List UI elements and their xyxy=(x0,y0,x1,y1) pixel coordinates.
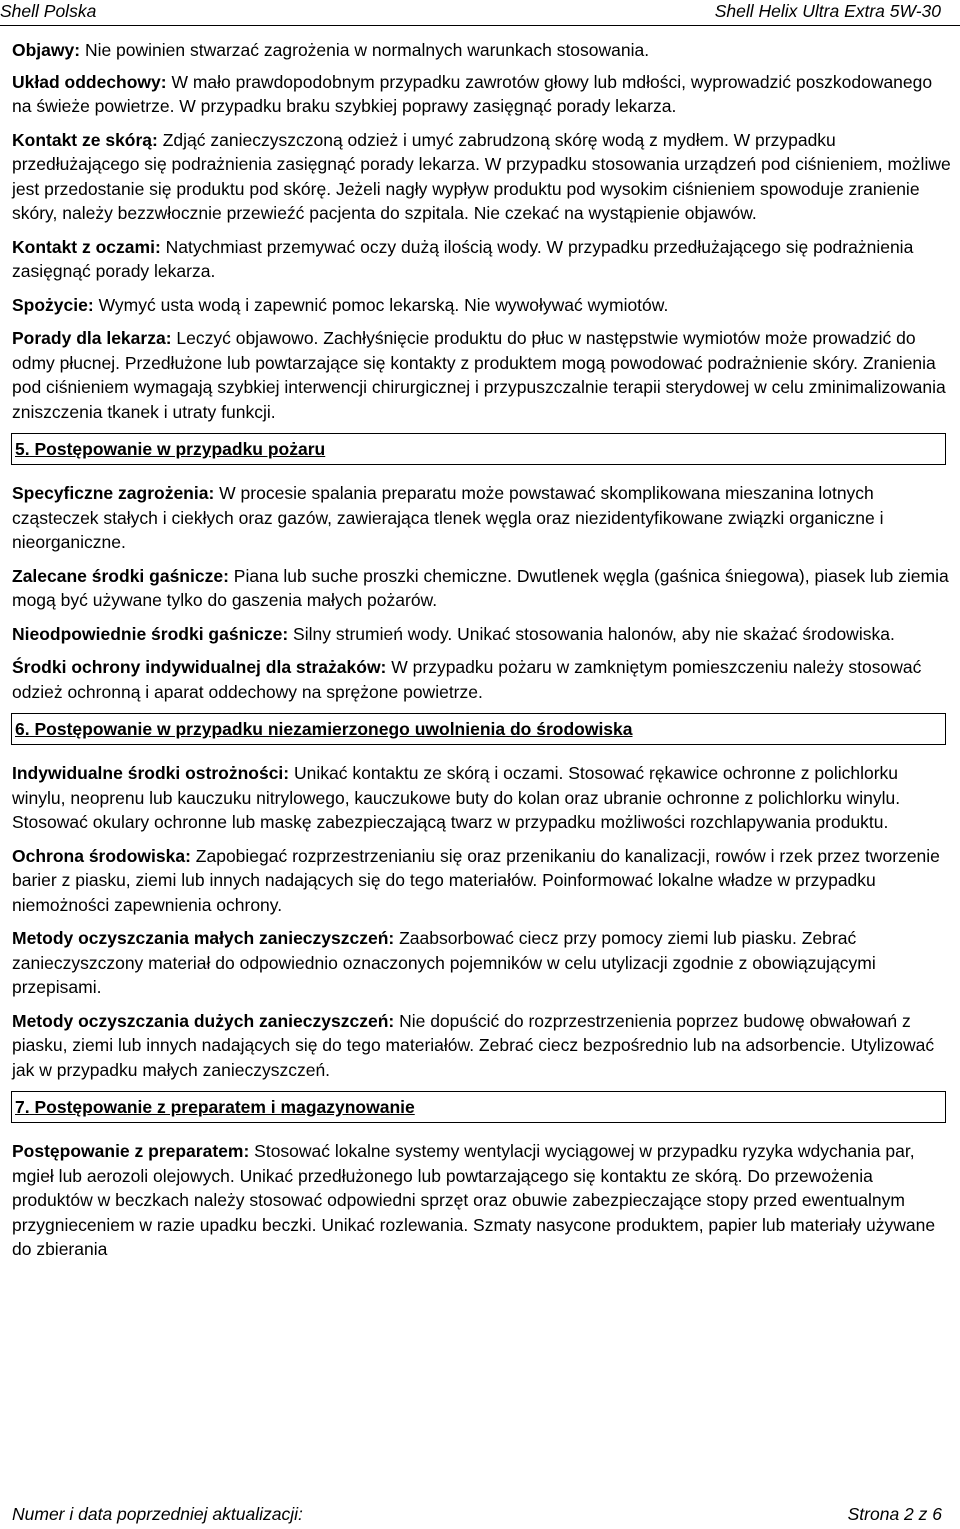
label-skin-contact: Kontakt ze skórą: xyxy=(12,129,158,150)
paragraph-skin-contact xyxy=(12,128,952,226)
revision-label: Numer i data poprzedniej aktualizacji: xyxy=(12,1504,303,1524)
text-large-spills: Nie dopuścić do rozprzestrzenienia poprzez budowę obwałowań z piasku, ziemi lub innych nadających się do tego materiałów. Zebrać ciecz bezpośrednio lub na adsorbencie. Utylizować jak w przypadku małych zanieczyszczeń. xyxy=(12,1010,935,1080)
label-firefighter-protection: Środki ochrony indywidualnej dla strażaków: xyxy=(12,657,387,677)
company-name: Shell Polska xyxy=(0,1,97,21)
label-specific-hazards: Specyficzne zagrożenia: xyxy=(12,483,215,503)
label-ingestion: Spożycie: xyxy=(12,294,94,315)
label-small-spills: Metody oczyszczania małych zanieczyszczeń: xyxy=(12,928,395,948)
label-large-spills: Metody oczyszczania dużych zanieczyszczeń: xyxy=(12,1010,395,1031)
section-6-number: 6. xyxy=(15,719,30,739)
section-5-number: 5. xyxy=(15,439,30,459)
section-6-title: Postępowanie w przypadku niezamierzonego uwolnienia do środowiska xyxy=(34,719,633,739)
text-extinguishing-media: Piana lub suche proszki chemiczne. Dwutlenek węgla (gaśnica śniegowa), piasek lub ziemia mogą być używane tylko do gaszenia małych pożarów. xyxy=(12,565,949,610)
paragraph-handling xyxy=(12,1139,952,1262)
label-eye-contact: Kontakt z oczami: xyxy=(12,236,161,257)
product-name: Shell Helix Ultra Extra 5W-30 xyxy=(714,1,941,21)
label-unsuitable-media: Nieodpowiednie środki gaśnicze: xyxy=(12,623,289,644)
paragraph-respiratory xyxy=(12,70,952,119)
page-header xyxy=(0,0,960,24)
text-ingestion: Wymyć usta wodą i zapewnić pomoc lekarską. Nie wywoływać wymiotów. xyxy=(93,294,669,315)
paragraph-small-spills xyxy=(12,926,952,1000)
label-doctor-advice: Porady dla lekarza: xyxy=(12,328,172,348)
text-personal-precautions: Unikać kontaktu ze skórą i oczami. Stosować rękawice ochronne z polichlorku winylu, neoprenu lub kauczuku nitrylowego, kauczukowe buty do kolan oraz ubranie ochronne z polichlorku winylu. Stosować okulary ochronne lub maskę zabezpieczającą twarz w przypadku możliwości rozchlapywania produktu. xyxy=(12,763,901,832)
label-symptoms: Objawy: xyxy=(12,40,81,60)
label-respiratory: Układ oddechowy: xyxy=(12,71,167,92)
text-firefighter-protection: W przypadku pożaru w zamkniętym pomieszczeniu należy stosować odzież ochronną i aparat oddechowy na sprężone powietrze. xyxy=(12,657,922,702)
text-unsuitable-media: Silny strumień wody. Unikać stosowania halonów, aby nie skażać środowiska. xyxy=(288,623,895,644)
label-handling: Postępowanie z preparatem: xyxy=(12,1141,250,1161)
section-5-title: Postępowanie w przypadku pożaru xyxy=(34,439,326,459)
paragraph-doctor-advice xyxy=(12,326,952,424)
text-respiratory: W mało prawdopodobnym przypadku zawrotów głowy lub mdłości, wyprowadzić poszkodowanego na świeże powietrze. W przypadku braku szybkiej poprawy zasięgnąć porady lekarza. xyxy=(12,71,933,116)
paragraph-symptoms xyxy=(12,38,952,63)
paragraph-environmental-protection xyxy=(12,844,952,918)
section-6-heading xyxy=(11,713,946,745)
text-symptoms: Nie powinien stwarzać zagrożenia w normalnych warunkach stosowania. xyxy=(80,40,650,60)
text-eye-contact: Natychmiast przemywać oczy dużą ilością wody. W przypadku przedłużającego się podrażnienia zasięgnąć porady lekarza. xyxy=(12,236,914,281)
section-7-heading xyxy=(11,1091,946,1123)
label-environmental-protection: Ochrona środowiska: xyxy=(12,845,191,866)
paragraph-unsuitable-media xyxy=(12,622,952,647)
paragraph-personal-precautions xyxy=(12,761,952,835)
paragraph-eye-contact xyxy=(12,235,952,284)
text-handling: Stosować lokalne systemy wentylacji wyciągowej w przypadku ryzyka wdychania par, mgieł lub aerozoli olejowych. Unikać przedłużonego lub powtarzającego się kontaktu ze skórą. Do przewożenia produktów w beczkach należy stosować odpowiedni sprzęt oraz obuwie zabezpieczające stopy przed ewentualnym przygnieceniem w razie upadku beczki. Unikać rozlewania. Szmaty nasycone produktem, papier lub materiały używane do zbierania xyxy=(12,1141,936,1259)
text-skin-contact: Zdjąć zanieczyszczoną odzież i umyć zabrudzoną skórę wodą z mydłem. W przypadku przedłużającego się podrażnienia zasięgnąć porady lekarza. W przypadku stosowania urządzeń pod ciśnieniem, możliwe jest przedostanie się produktu pod skórę. Jeżeli nagły wypływ produktu pod wysokim ciśnieniem spowoduje zranienie skóry, należy bezzwłocznie przewieźć pacjenta do szpitala. Nie czekać na wystąpienie objawów. xyxy=(12,129,951,223)
paragraph-ingestion xyxy=(12,293,952,318)
paragraph-firefighter-protection xyxy=(12,655,952,704)
document-body xyxy=(12,38,952,1271)
paragraph-extinguishing-media xyxy=(12,564,952,613)
label-personal-precautions: Indywidualne środki ostrożności: xyxy=(12,763,290,783)
text-doctor-advice: Leczyć objawowo. Zachłyśnięcie produktu do płuc w następstwie wymiotów może prowadzić do odmy płucnej. Przedłużone lub powtarzające się kontakty z produktem mogą powodować podrażnienie skóry. Zranienia pod ciśnieniem wymagają szybkiej interwencji chirurgicznej i przypuszczalnie terapii sterydowej w celu zminimalizowania zniszczenia tkanek i utraty funkcji. xyxy=(12,328,946,422)
section-7-number: 7. xyxy=(15,1097,30,1117)
text-environmental-protection: Zapobiegać rozprzestrzenianiu się oraz przenikaniu do kanalizacji, rowów i rzek przez tworzenie barier z piasku, ziemi lub innych nadających się do tego materiałów. Poinformować lokalne władze w przypadku niemożności zapewnienia ochrony. xyxy=(12,845,940,915)
page-number: Strona 2 z 6 xyxy=(847,1504,942,1524)
paragraph-specific-hazards xyxy=(12,481,952,555)
header-rule xyxy=(0,25,960,26)
page-footer xyxy=(12,1502,942,1528)
text-specific-hazards: W procesie spalania preparatu może powstawać skomplikowana mieszanina lotnych cząsteczek stałych i ciekłych oraz gazów, zawierająca tlenek węgla oraz niezidentyfikowane związki organiczne i nieorganiczne. xyxy=(12,483,884,552)
section-5-heading xyxy=(11,433,946,465)
label-extinguishing-media: Zalecane środki gaśnicze: xyxy=(12,565,229,586)
paragraph-large-spills xyxy=(12,1009,952,1083)
text-small-spills: Zaabsorbować ciecz przy pomocy ziemi lub piasku. Zebrać zanieczyszczony materiał do odpowiednio oznaczonych pojemników w celu utylizacji zgodnie z obowiązującymi przepisami. xyxy=(12,928,876,997)
section-7-title: Postępowanie z preparatem i magazynowanie xyxy=(34,1097,415,1117)
